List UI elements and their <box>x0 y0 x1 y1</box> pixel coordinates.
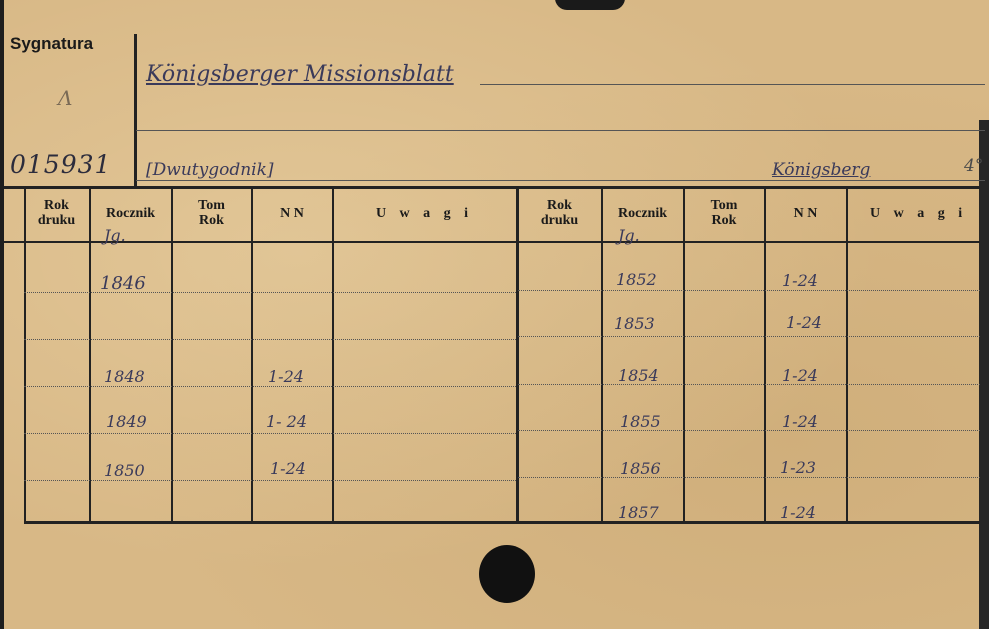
col-line <box>332 186 334 524</box>
col-line <box>601 186 603 524</box>
row-line <box>518 430 980 431</box>
table-header-border <box>4 241 980 243</box>
header-nn: N N <box>280 206 304 221</box>
col-line <box>764 186 766 524</box>
row-line <box>24 433 516 434</box>
signature-number: 015931 <box>10 150 112 179</box>
row-line <box>518 477 980 478</box>
header-rocznik: Rocznik <box>106 206 155 221</box>
col-line <box>171 186 173 524</box>
nn-cell: 1-24 <box>268 367 304 386</box>
rocznik-cell: 1853 <box>614 314 655 333</box>
frequency: [Dwutygodnik] <box>146 160 274 180</box>
col-line <box>846 186 848 524</box>
nn-cell: 1-24 <box>782 366 818 385</box>
signature-divider <box>134 34 137 188</box>
rocznik-note: Jg. <box>104 226 126 245</box>
header-rok-druku: Rok druku <box>37 198 76 228</box>
nn-cell: 1-24 <box>786 313 822 332</box>
card-notch <box>555 0 625 10</box>
rocznik-cell: 1857 <box>618 503 659 522</box>
header-nn: N N <box>793 206 818 221</box>
header-tom-rok: Tom Rok <box>710 198 738 228</box>
title-line <box>480 84 985 85</box>
rocznik-cell: 1846 <box>100 273 146 294</box>
row-line <box>24 480 516 481</box>
signature-mark: Λ <box>58 86 73 110</box>
table-bottom-border <box>24 521 980 524</box>
background-edge-left <box>0 0 4 629</box>
col-line <box>24 186 26 524</box>
title: Königsberger Missionsblatt <box>146 62 454 87</box>
header-rocznik: Rocznik <box>618 206 667 221</box>
imprint-line <box>136 180 985 181</box>
nn-cell: 1-23 <box>780 458 816 477</box>
background-edge-right <box>979 120 989 629</box>
header-tom-rok: Tom Rok <box>198 198 225 228</box>
rocznik-cell: 1848 <box>104 367 145 386</box>
row-line <box>518 290 980 291</box>
table-top-border <box>4 186 980 189</box>
row-line <box>518 336 980 337</box>
nn-cell: 1-24 <box>270 459 306 478</box>
nn-cell: 1-24 <box>782 412 818 431</box>
header-uwagi: U w a g i <box>375 206 474 221</box>
row-line <box>518 384 980 385</box>
format: 4° <box>964 156 984 176</box>
sygnatura-label: Sygnatura <box>10 34 94 53</box>
rocznik-cell: 1855 <box>620 412 661 431</box>
rocznik-cell: 1852 <box>616 270 657 289</box>
col-line <box>89 186 91 524</box>
rocznik-cell: 1849 <box>106 412 147 431</box>
header-uwagi: U w a g i <box>870 206 968 221</box>
rocznik-cell: 1856 <box>620 459 661 478</box>
nn-cell: 1-24 <box>782 271 818 290</box>
row-line <box>24 339 516 340</box>
rocznik-cell: 1850 <box>104 461 145 480</box>
title-line-2 <box>136 130 985 131</box>
col-line-center <box>516 186 519 524</box>
row-line <box>24 292 516 293</box>
punch-hole <box>479 545 535 603</box>
col-line <box>251 186 253 524</box>
header-rok-druku: Rok druku <box>540 198 579 228</box>
row-line <box>24 386 516 387</box>
nn-cell: 1-24 <box>780 503 816 522</box>
rocznik-note: Jg. <box>618 226 640 245</box>
rocznik-cell: 1854 <box>618 366 659 385</box>
place-of-publication: Königsberg <box>772 160 871 180</box>
nn-cell: 1- 24 <box>266 412 308 431</box>
col-line <box>683 186 685 524</box>
